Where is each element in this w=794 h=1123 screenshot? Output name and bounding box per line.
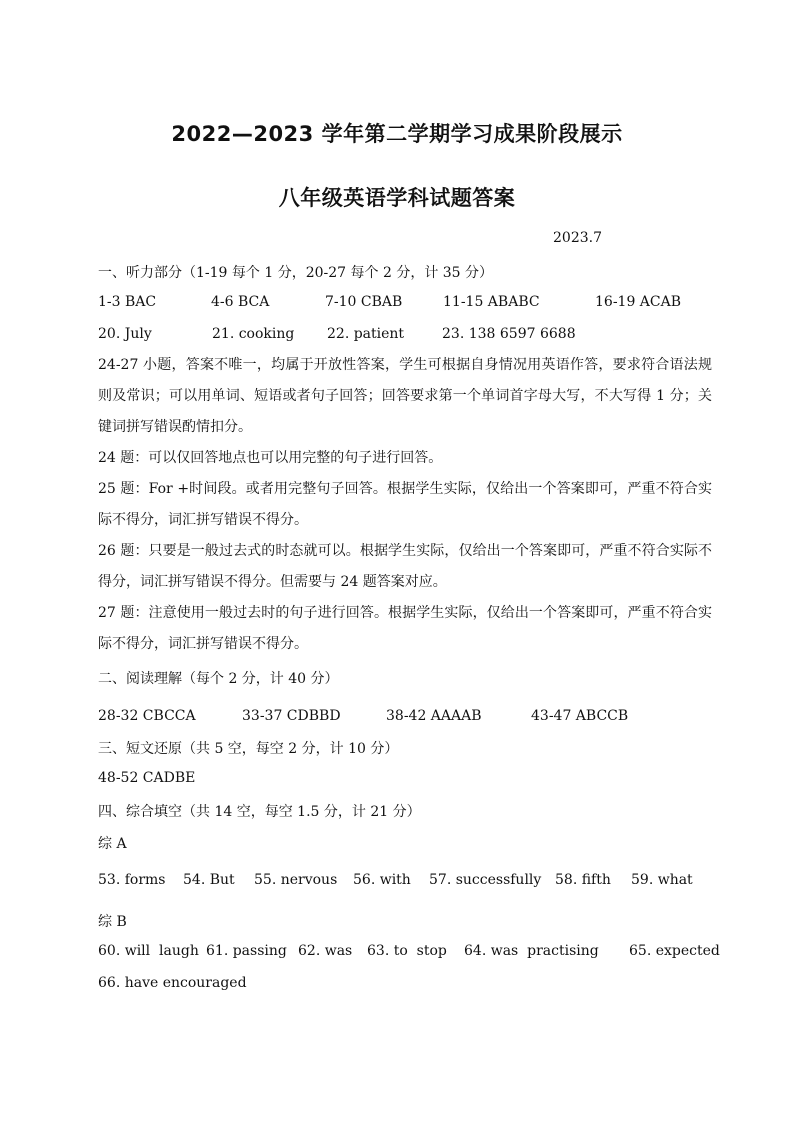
answer-item: 60. will laugh: [98, 943, 199, 959]
section2-heading: 二、阅读理解（每个 2 分，计 40 分）: [98, 671, 339, 687]
answer-item: 66. have encouraged: [98, 975, 247, 991]
answer-item: 58. fifth: [555, 872, 611, 888]
answer-group: 4-6 BCA: [211, 294, 270, 310]
note-24-27: 24-27 小题，答案不唯一，均属于开放性答案，学生可根据自身情况用英语作答，要求符合语法规则及常识；可以用单词、短语或者句子回答；回答要求第一个单词首字母大写，不大写得 1 分；关键词拼写错误酌情扣分。: [98, 357, 712, 435]
answer-item: 21. cooking: [212, 326, 295, 342]
answer-item: 63. to stop: [367, 943, 447, 959]
answer-group: 1-3 BAC: [98, 294, 157, 310]
note-24: 24 题：可以仅回答地点也可以用完整的句子进行回答。: [98, 450, 443, 466]
answer-item: 22. patient: [327, 326, 405, 342]
exam-date: 2023.7: [553, 230, 602, 246]
section1-heading: 一、听力部分（1-19 每个 1 分，20-27 每个 2 分，计 35 分）: [98, 265, 494, 281]
answer-item: 20. July: [98, 326, 152, 342]
answer-item: 53. forms: [98, 872, 166, 888]
exam-title: 2022—2023 学年第二学期学习成果阶段展示: [171, 122, 623, 146]
answer-group: 28-32 CBCCA: [98, 708, 196, 724]
note-25: 25 题：For +时间段。或者用完整句子回答。根据学生实际，仅给出一个答案即可，严重不符合实际不得分，词汇拼写错误不得分。: [98, 481, 712, 528]
answer-group: 38-42 AAAAB: [386, 708, 482, 724]
answer-item: 57. successfully: [429, 872, 542, 888]
answer-item: 55. nervous: [254, 872, 338, 888]
note-27: 27 题：注意使用一般过去时的句子进行回答。根据学生实际，仅给出一个答案即可，严重不符合实际不得分，词汇拼写错误不得分。: [98, 605, 712, 652]
section4-heading: 四、综合填空（共 14 空，每空 1.5 分，计 21 分）: [98, 804, 421, 820]
answer-item: 65. expected: [629, 943, 720, 959]
note-26: 26 题：只要是一般过去式的时态就可以。根据学生实际，仅给出一个答案即可，严重不符合实际不得分，词汇拼写错误不得分。但需要与 24 题答案对应。: [98, 543, 712, 590]
answer-item: 62. was: [298, 943, 353, 959]
answer-item: 56. with: [353, 872, 411, 888]
answer-item: 61. passing: [206, 943, 287, 959]
part-a-label: 综 A: [98, 836, 127, 852]
answer-item: 59. what: [631, 872, 693, 888]
answer-group: 7-10 CBAB: [325, 294, 403, 310]
answer-item: 64. was practising: [464, 943, 599, 959]
answer-group: 43-47 ABCCB: [531, 708, 629, 724]
part-b-label: 综 B: [98, 914, 127, 930]
answer-group: 33-37 CDBBD: [242, 708, 341, 724]
answer-item: 23. 138 6597 6688: [442, 326, 576, 342]
answer-group: 16-19 ACAB: [595, 294, 682, 310]
answer-item: 54. But: [183, 872, 235, 888]
exam-subtitle: 八年级英语学科试题答案: [278, 186, 516, 210]
answer-group: 11-15 ABABC: [443, 294, 540, 310]
section3-heading: 三、短文还原（共 5 空，每空 2 分，计 10 分）: [98, 741, 399, 757]
section3-answer: 48-52 CADBE: [98, 770, 196, 786]
